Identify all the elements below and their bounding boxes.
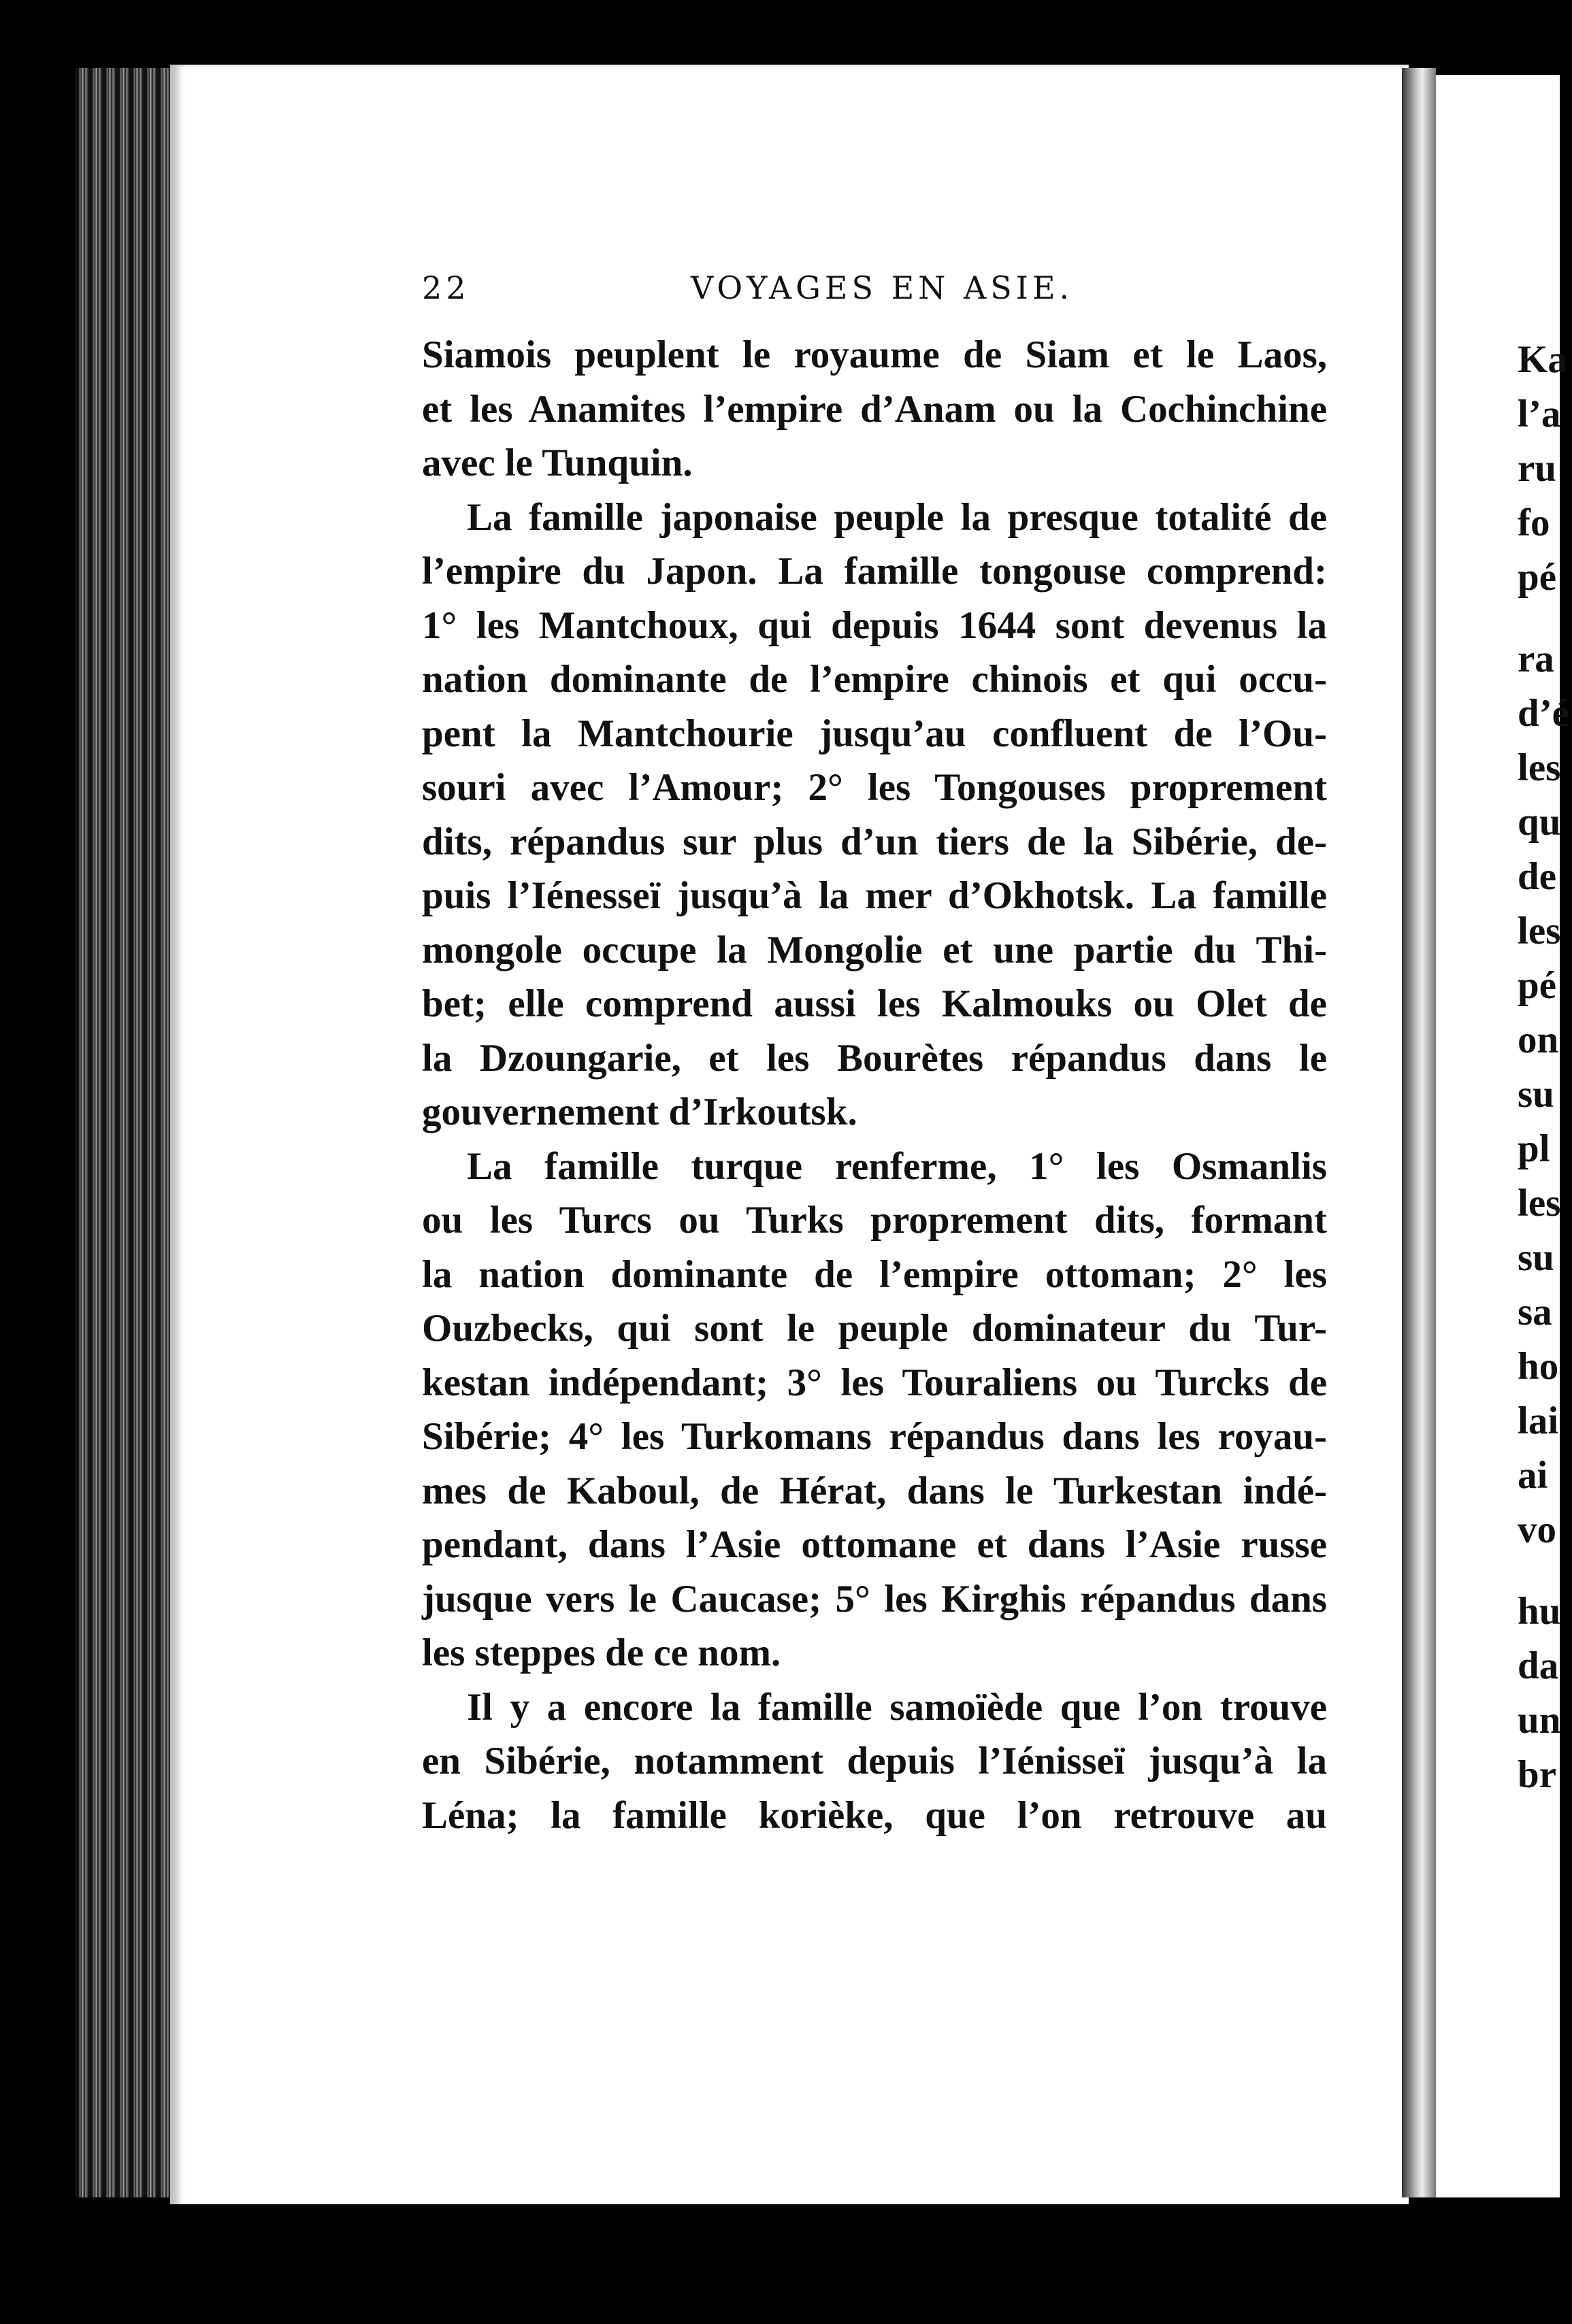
text-line: kestan indépendant; 3° les Touraliens ou Turcks de — [422, 1361, 1327, 1404]
text-line: 1° les Mantchoux, qui depuis 1644 sont devenus la — [422, 603, 1327, 647]
text-line: les steppes de ce nom. — [422, 1631, 781, 1674]
facing-page-fragment: les — [1518, 1182, 1561, 1225]
scan-border-bottom — [0, 2204, 1560, 2324]
facing-page-fragment: les — [1518, 910, 1561, 952]
facing-page-fragment: br — [1518, 1753, 1556, 1796]
text-line: puis l’Iénesseï jusqu’à la mer d’Okhotsk. La famille — [422, 874, 1327, 917]
text-line: pent la Mantchourie jusqu’au confluent de l’Ou- — [422, 712, 1327, 755]
facing-page-fragment: ai — [1518, 1454, 1548, 1497]
text-line: pendant, dans l’Asie ottomane et dans l’Asie russe — [422, 1523, 1327, 1566]
facing-page-fragment: un — [1518, 1699, 1561, 1742]
text-line: bet; elle comprend aussi les Kalmouks ou Olet de — [422, 982, 1327, 1025]
text-line: nation dominante de l’empire chinois et qui occu- — [422, 658, 1327, 701]
facing-page-fragment: su — [1518, 1236, 1554, 1279]
facing-page-fragment: pé — [1518, 556, 1556, 599]
text-line: mongole occupe la Mongolie et une partie du Thi- — [422, 928, 1327, 972]
text-line: mes de Kaboul, de Hérat, dans le Turkestan indé- — [422, 1469, 1327, 1512]
text-line: la nation dominante de l’empire ottoman; 2° les — [422, 1252, 1327, 1296]
facing-page-fragment: hu — [1518, 1590, 1561, 1633]
text-line: jusque vers le Caucase; 5° les Kirghis répandus dans — [422, 1577, 1327, 1621]
text-line: Siamois peuplent le royaume de Siam et le Laos, — [422, 333, 1327, 376]
text-line: La famille japonaise peuple la presque totalité de — [467, 495, 1327, 539]
text-line: avec le Tunquin. — [422, 442, 693, 484]
facing-page-fragment: de — [1518, 855, 1556, 898]
facing-page-fragment: sa — [1518, 1291, 1552, 1333]
text-line: Sibérie; 4° les Turkomans répandus dans les royau- — [422, 1415, 1327, 1458]
facing-page-fragment: lai — [1518, 1399, 1559, 1442]
body-text — [422, 328, 1327, 1842]
facing-page-fragment: da — [1518, 1644, 1559, 1687]
facing-page-fragment: ra — [1518, 637, 1554, 680]
facing-page-fragment: les — [1518, 746, 1561, 789]
facing-page-fragment: vo — [1518, 1508, 1556, 1551]
scan-border-top — [0, 0, 1560, 68]
page-number: 22 — [422, 269, 470, 306]
facing-page-fragment: ru — [1518, 447, 1556, 490]
book-fold-shadow — [1402, 68, 1436, 2197]
facing-page-fragment: on — [1518, 1018, 1559, 1061]
facing-page-fragment: Ka — [1518, 338, 1567, 381]
running-title: VOYAGES EN ASIE. — [691, 269, 1074, 306]
facing-page-fragment: pé — [1518, 964, 1556, 1007]
text-line: La famille turque renferme, 1° les Osmanlis — [467, 1144, 1327, 1188]
text-line: en Sibérie, notamment depuis l’Iénisseï jusqu’à la — [422, 1740, 1327, 1782]
text-line: Il y a encore la famille samoïède que l’on trouve — [467, 1685, 1327, 1729]
text-line: Léna; la famille korièke, que l’on retrouve au — [422, 1793, 1327, 1837]
facing-page-fragment: pl — [1518, 1127, 1550, 1170]
text-line: Ouzbecks, qui sont le peuple dominateur du Tur- — [422, 1307, 1327, 1350]
text-line: gouvernement d’Irkoutsk. — [422, 1091, 857, 1133]
text-line: ou les Turcs ou Turks proprement dits, formant — [422, 1199, 1327, 1242]
text-line: souri avec l’Amour; 2° les Tongouses proprement — [422, 766, 1327, 809]
book-spine-edge — [75, 68, 184, 2197]
facing-page-fragment: l’a — [1518, 393, 1561, 435]
text-line: dits, répandus sur plus d’un tiers de la Sibérie, de- — [422, 820, 1327, 863]
text-line: l’empire du Japon. La famille tongouse comprend: — [422, 550, 1327, 593]
facing-page-fragment: fo — [1518, 501, 1550, 544]
facing-page-fragment: ho — [1518, 1345, 1559, 1388]
text-line: la Dzoungarie, et les Bourètes répandus dans le — [422, 1036, 1327, 1080]
facing-page-fragment: qu — [1518, 801, 1561, 844]
facing-page-fragment: d’é — [1518, 692, 1569, 735]
facing-page-fragment: su — [1518, 1073, 1554, 1116]
page-header — [422, 269, 1327, 317]
text-line: et les Anamites l’empire d’Anam ou la Cochinchine — [422, 387, 1327, 431]
